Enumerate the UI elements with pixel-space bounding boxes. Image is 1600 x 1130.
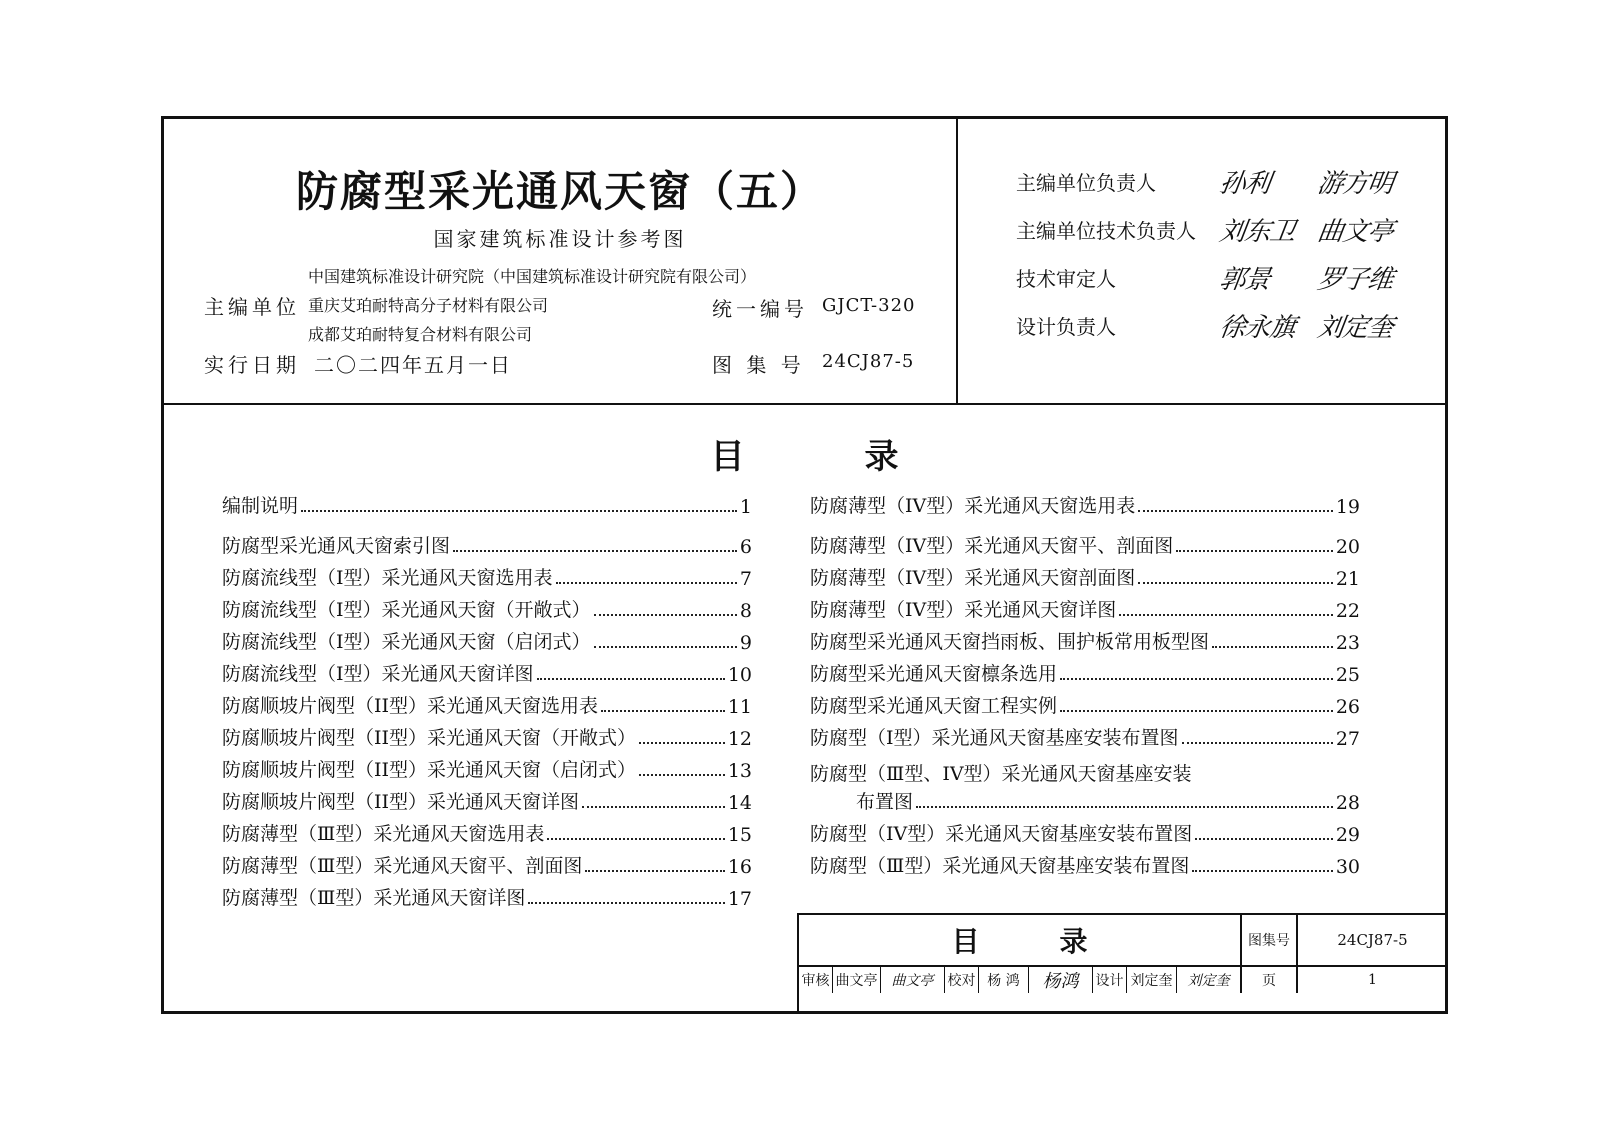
toc-item[interactable]: 防腐薄型（IV型）采光通风天窗选用表 19 [810, 495, 1360, 518]
signature: 孙利 [1217, 169, 1272, 199]
cover-header [164, 119, 1445, 405]
approval-role: 主编单位负责人 [1016, 171, 1156, 195]
editor-line: 中国建筑标准设计研究院（中国建筑标准设计研究院有限公司） [308, 267, 757, 286]
toc-item[interactable]: 防腐型（Ⅲ型）采光通风天窗基座安装布置图 30 [810, 855, 1360, 878]
approval-row [958, 167, 1445, 207]
drawing-sheet [161, 116, 1448, 1014]
approval-row [958, 311, 1445, 351]
approval-row [958, 263, 1445, 303]
page-label: 页 [1242, 967, 1298, 993]
design-name: 刘定奎 [1127, 967, 1177, 993]
toc-item[interactable]: 防腐流线型（I型）采光通风天窗详图 10 [222, 663, 752, 686]
check-label: 校对 [945, 967, 979, 993]
header-info-panel [164, 119, 958, 403]
review-name: 曲文亭 [833, 967, 881, 993]
design-signature: 刘定奎 [1177, 967, 1242, 993]
toc-item[interactable]: 防腐型采光通风天窗索引图 6 [222, 535, 752, 558]
design-label: 设计 [1093, 967, 1127, 993]
toc-item[interactable]: 编制说明 1 [222, 495, 752, 518]
unified-no-label: 统一编号 [712, 297, 808, 321]
toc-item[interactable]: 防腐型采光通风天窗挡雨板、围护板常用板型图 23 [810, 631, 1360, 654]
signature: 刘定奎 [1315, 313, 1395, 343]
date-label: 实行日期 [204, 353, 300, 377]
toc-item[interactable]: 防腐薄型（Ⅲ型）采光通风天窗选用表 15 [222, 823, 752, 846]
toc-item[interactable]: 防腐型采光通风天窗工程实例 26 [810, 695, 1360, 718]
toc-item[interactable]: 防腐薄型（IV型）采光通风天窗详图 22 [810, 599, 1360, 622]
page-subtitle: 国家建筑标准设计参考图 [433, 227, 687, 251]
signature: 刘东卫 [1217, 217, 1297, 247]
toc-item[interactable]: 防腐薄型（IV型）采光通风天窗平、剖面图 20 [810, 535, 1360, 558]
signature: 游方明 [1315, 169, 1395, 199]
review-signature: 曲文亭 [881, 967, 945, 993]
check-signature: 杨鸿 [1029, 967, 1093, 993]
signature: 徐永旗 [1217, 313, 1297, 343]
approval-role: 技术审定人 [1016, 267, 1116, 291]
editor-line: 重庆艾珀耐特高分子材料有限公司 [308, 296, 549, 315]
toc-item[interactable]: 防腐型（IV型）采光通风天窗基座安装布置图 29 [810, 823, 1360, 846]
unified-no-value: GJCT-320 [822, 295, 916, 316]
approval-role: 设计负责人 [1016, 315, 1116, 339]
toc-heading: 目 录 [710, 437, 899, 477]
review-label: 审核 [799, 967, 833, 993]
atlas-value: 24CJ87-5 [1298, 915, 1447, 967]
editor-label: 主编单位 [204, 295, 300, 319]
toc-item[interactable]: 防腐型采光通风天窗檩条选用 25 [810, 663, 1360, 686]
atlas-no-value: 24CJ87-5 [822, 351, 915, 372]
atlas-no-label: 图 集 号 [712, 353, 805, 377]
date-value: 二〇二四年五月一日 [314, 353, 512, 377]
approval-role: 主编单位技术负责人 [1016, 219, 1196, 243]
toc-item[interactable]: 防腐薄型（IV型）采光通风天窗剖面图 21 [810, 567, 1360, 590]
title-block-title: 目 录 [799, 915, 1242, 967]
title-block [797, 913, 1445, 1011]
toc-item[interactable]: 防腐薄型（Ⅲ型）采光通风天窗详图 17 [222, 887, 752, 910]
toc-item[interactable]: 防腐顺坡片阀型（II型）采光通风天窗详图 14 [222, 791, 752, 814]
editor-line: 成都艾珀耐特复合材料有限公司 [308, 325, 533, 344]
toc-item[interactable]: 防腐流线型（I型）采光通风天窗（开敞式） 8 [222, 599, 752, 622]
toc-item[interactable]: 防腐顺坡片阀型（II型）采光通风天窗（开敞式） 12 [222, 727, 752, 750]
toc-item[interactable]: 布置图 28 [856, 791, 1360, 814]
approval-row [958, 215, 1445, 255]
page-number: 1 [1368, 972, 1377, 988]
check-name: 杨 鸿 [979, 967, 1029, 993]
toc-item-lead: 防腐型（Ⅲ型、IV型）采光通风天窗基座安装 [810, 763, 1192, 785]
atlas-label: 图集号 [1242, 915, 1298, 967]
signature: 曲文亭 [1315, 217, 1395, 247]
toc-item[interactable]: 防腐流线型（I型）采光通风天窗选用表 7 [222, 567, 752, 590]
toc-item[interactable]: 防腐薄型（Ⅲ型）采光通风天窗平、剖面图 16 [222, 855, 752, 878]
page-title: 防腐型采光通风天窗（五） [295, 167, 824, 216]
signature: 郭景 [1217, 265, 1272, 295]
toc-item[interactable]: 防腐型（I型）采光通风天窗基座安装布置图 27 [810, 727, 1360, 750]
toc-item[interactable]: 防腐顺坡片阀型（II型）采光通风天窗选用表 11 [222, 695, 752, 718]
toc-item[interactable]: 防腐顺坡片阀型（II型）采光通风天窗（启闭式） 13 [222, 759, 752, 782]
signature: 罗子维 [1315, 265, 1395, 295]
approval-panel [958, 119, 1445, 403]
toc-item[interactable]: 防腐流线型（I型）采光通风天窗（启闭式） 9 [222, 631, 752, 654]
